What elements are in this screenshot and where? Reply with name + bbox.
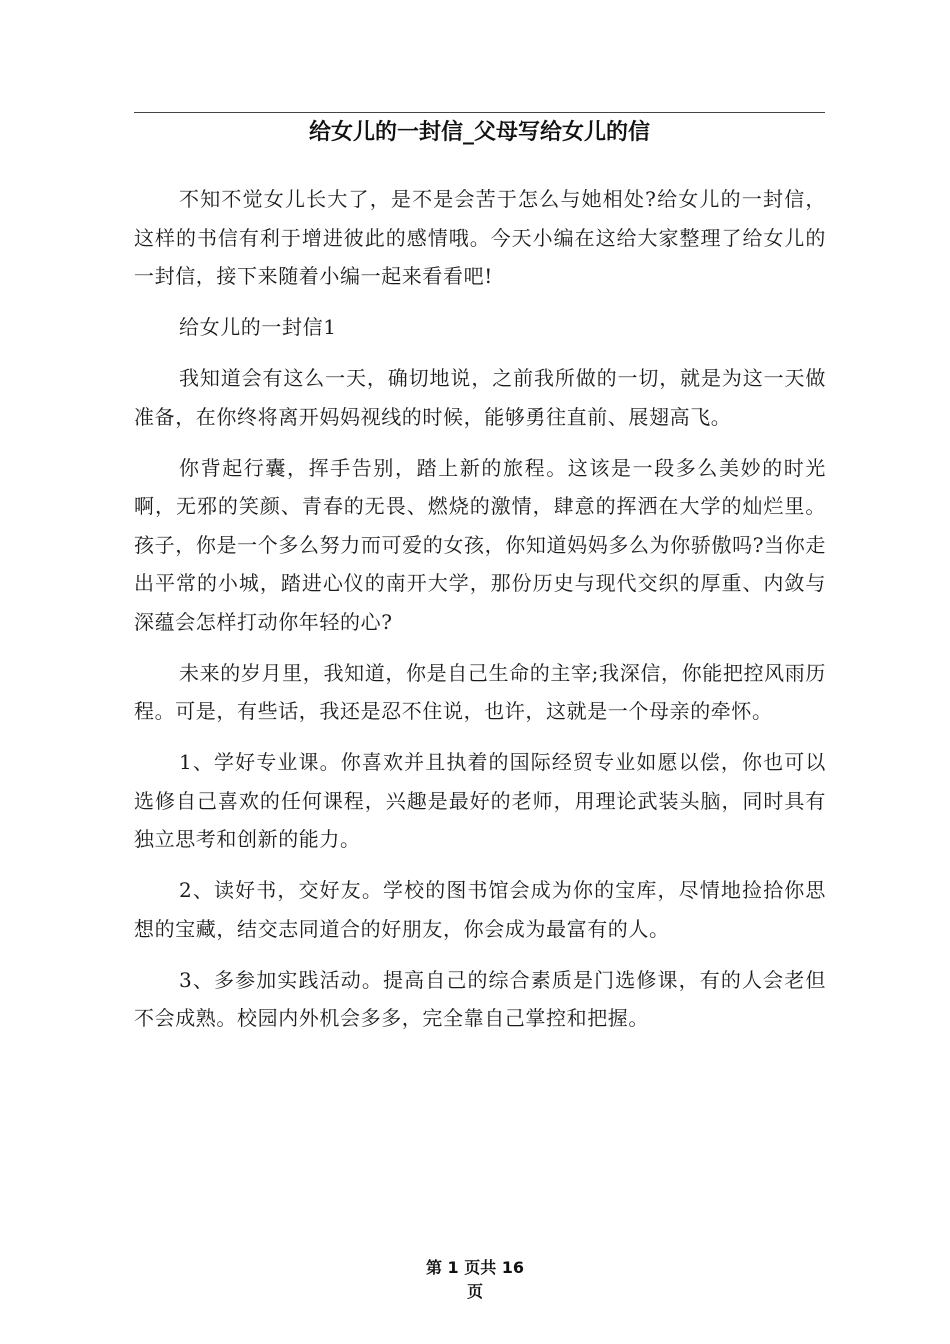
list-item-paragraph: 3、多参加实践活动。提高自己的综合素质是门选修课，有的人会老但不会成熟。校园内外机会多多，完全靠自己掌控和把握。 — [134, 967, 826, 1030]
document-title: 给女儿的一封信_父母写给女儿的信 — [308, 120, 650, 145]
body-paragraph: 我知道会有这么一天，确切地说，之前我所做的一切，就是为这一天做准备，在你终将离开妈妈视线的时候，能够勇往直前、展翅高飞。 — [134, 366, 826, 429]
page-footer — [395, 1256, 555, 1304]
document-body — [134, 180, 826, 1050]
body-paragraph: 未来的岁月里，我知道，你是自己生命的主宰;我深信，你能把控风雨历程。可是，有些话，我还是忍不住说，也许，这就是一个母亲的牵怀。 — [134, 660, 826, 723]
body-paragraph: 你背起行囊，挥手告别，踏上新的旅程。这该是一段多么美妙的时光啊，无邪的笑颜、青春的无畏、燃烧的激情，肆意的挥洒在大学的灿烂里。孩子，你是一个多么努力而可爱的女孩，你知道妈妈多么为你骄傲吗?当你走出平常的小城，踏进心仪的南开大学，那份历史与现代交织的厚重、内敛与深蕴会怎样打动你年轻的心? — [134, 455, 826, 634]
page-number-line: 页 — [466, 1282, 483, 1301]
header-divider — [134, 112, 825, 113]
page-number-line: 第 1 页共 16 — [425, 1258, 525, 1277]
list-item-paragraph: 1、学好专业课。你喜欢并且执着的国际经贸专业如愿以偿，你也可以选修自己喜欢的任何课程，兴趣是最好的老师，用理论武装头脑，同时具有独立思考和创新的能力。 — [134, 750, 826, 851]
section-heading: 给女儿的一封信1 — [179, 315, 337, 339]
list-item-paragraph: 2、读好书，交好友。学校的图书馆会成为你的宝库，尽情地捡拾你思想的宝藏，结交志同道合的好朋友，你会成为最富有的人。 — [134, 878, 826, 941]
intro-paragraph: 不知不觉女儿长大了，是不是会苦于怎么与她相处?给女儿的一封信，这样的书信有利于增进彼此的感情哦。今天小编在这给大家整理了给女儿的一封信，接下来随着小编一起来看看吧! — [134, 187, 826, 288]
